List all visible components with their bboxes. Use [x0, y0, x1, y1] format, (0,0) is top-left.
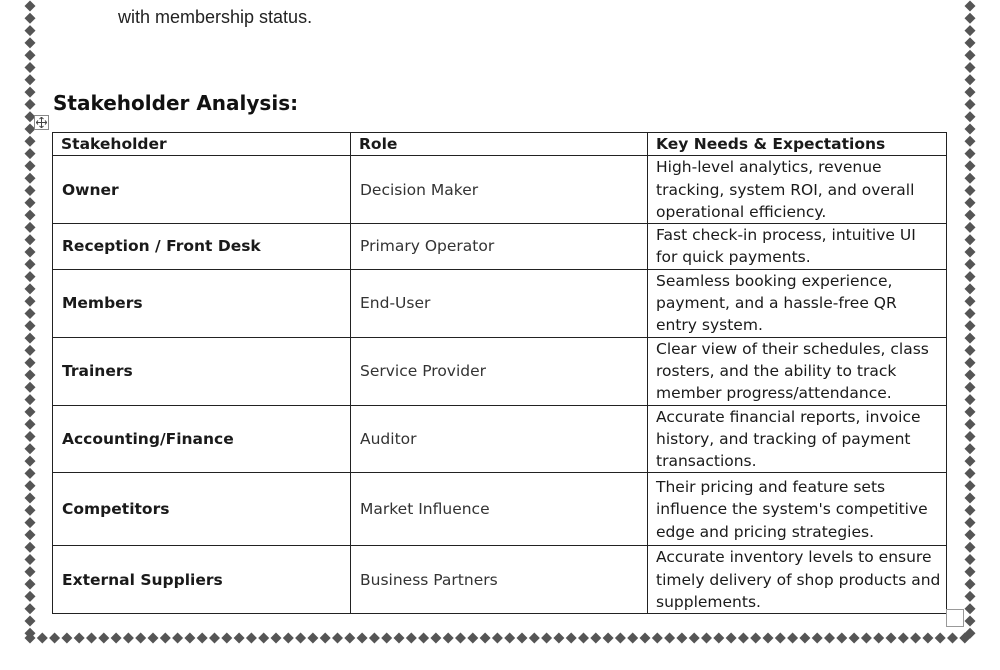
border-diamond	[965, 296, 976, 307]
border-diamond	[25, 554, 36, 565]
border-diamond	[135, 633, 146, 644]
border-diamond	[965, 591, 976, 602]
border-diamond	[824, 633, 835, 644]
border-diamond	[566, 633, 577, 644]
role-cell: Primary Operator	[351, 224, 648, 270]
border-diamond	[965, 419, 976, 430]
border-diamond	[965, 382, 976, 393]
border-diamond	[98, 633, 109, 644]
border-diamond	[394, 633, 405, 644]
border-diamond	[965, 320, 976, 331]
border-diamond	[25, 566, 36, 577]
border-diamond	[965, 493, 976, 504]
border-diamond	[49, 633, 60, 644]
page-border-left	[24, 0, 36, 645]
border-diamond	[37, 633, 48, 644]
border-diamond	[148, 633, 159, 644]
resize-square-icon[interactable]	[946, 609, 964, 627]
border-diamond	[553, 633, 564, 644]
stakeholder-cell: Owner	[53, 156, 351, 224]
border-diamond	[965, 468, 976, 479]
border-diamond	[965, 308, 976, 319]
border-diamond	[750, 633, 761, 644]
border-diamond	[25, 517, 36, 528]
border-diamond	[25, 99, 36, 110]
border-diamond	[258, 633, 269, 644]
border-diamond	[965, 185, 976, 196]
border-diamond	[74, 633, 85, 644]
border-diamond	[910, 633, 921, 644]
border-diamond	[406, 633, 417, 644]
border-diamond	[738, 633, 749, 644]
border-diamond	[965, 283, 976, 294]
header-stakeholder: Stakeholder	[53, 133, 351, 156]
border-diamond	[836, 633, 847, 644]
border-diamond	[430, 633, 441, 644]
border-diamond	[965, 345, 976, 356]
border-diamond	[652, 633, 663, 644]
border-diamond	[615, 633, 626, 644]
border-diamond	[25, 633, 36, 644]
border-diamond	[246, 633, 257, 644]
border-diamond	[640, 633, 651, 644]
border-diamond	[965, 247, 976, 258]
border-diamond	[965, 136, 976, 147]
border-diamond	[676, 633, 687, 644]
border-diamond	[25, 74, 36, 85]
border-diamond	[455, 633, 466, 644]
border-diamond	[726, 633, 737, 644]
border-diamond	[25, 616, 36, 627]
border-diamond	[965, 603, 976, 614]
border-diamond	[160, 633, 171, 644]
border-diamond	[25, 210, 36, 221]
border-diamond	[25, 443, 36, 454]
table-row	[53, 337, 947, 405]
border-diamond	[25, 320, 36, 331]
header-role: Role	[351, 133, 648, 156]
role-cell: End-User	[351, 269, 648, 337]
needs-cell: Fast check-in process, intuitive UI for quick payments.	[648, 224, 947, 270]
border-diamond	[965, 394, 976, 405]
border-diamond	[25, 345, 36, 356]
border-diamond	[965, 1, 976, 12]
border-diamond	[25, 222, 36, 233]
border-diamond	[209, 633, 220, 644]
border-diamond	[25, 247, 36, 258]
border-diamond	[965, 37, 976, 48]
border-diamond	[25, 357, 36, 368]
border-diamond	[25, 234, 36, 245]
border-diamond	[25, 579, 36, 590]
border-diamond	[25, 136, 36, 147]
border-diamond	[627, 633, 638, 644]
border-diamond	[965, 370, 976, 381]
border-diamond	[25, 308, 36, 319]
needs-cell: Accurate inventory levels to ensure timely delivery of shop products and supplements.	[648, 546, 947, 614]
border-diamond	[965, 259, 976, 270]
border-diamond	[965, 271, 976, 282]
border-diamond	[25, 259, 36, 270]
border-diamond	[965, 480, 976, 491]
stakeholder-cell: Reception / Front Desk	[53, 224, 351, 270]
border-diamond	[25, 603, 36, 614]
role-cell: Service Provider	[351, 337, 648, 405]
border-diamond	[517, 633, 528, 644]
border-diamond	[25, 283, 36, 294]
border-diamond	[965, 87, 976, 98]
table-row	[53, 405, 947, 473]
header-needs: Key Needs & Expectations	[648, 133, 947, 156]
needs-cell: Seamless booking experience, payment, and a hassle-free QR entry system.	[648, 269, 947, 337]
border-diamond	[965, 456, 976, 467]
role-cell: Auditor	[351, 405, 648, 473]
border-diamond	[25, 505, 36, 516]
border-diamond	[25, 406, 36, 417]
border-diamond	[965, 333, 976, 344]
border-diamond	[418, 633, 429, 644]
stakeholder-cell: Members	[53, 269, 351, 337]
border-diamond	[886, 633, 897, 644]
border-diamond	[935, 633, 946, 644]
border-diamond	[25, 456, 36, 467]
border-diamond	[541, 633, 552, 644]
border-diamond	[221, 633, 232, 644]
border-diamond	[965, 566, 976, 577]
border-diamond	[965, 99, 976, 110]
page-border-bottom	[24, 632, 976, 644]
border-diamond	[965, 124, 976, 135]
border-diamond	[947, 633, 958, 644]
needs-cell: Their pricing and feature sets influence the system's competitive edge and pricing strategies.	[648, 473, 947, 546]
border-diamond	[812, 633, 823, 644]
border-diamond	[965, 431, 976, 442]
border-diamond	[25, 148, 36, 159]
border-diamond	[965, 517, 976, 528]
border-diamond	[381, 633, 392, 644]
border-diamond	[25, 542, 36, 553]
border-diamond	[25, 173, 36, 184]
intro-text: with membership status.	[118, 7, 313, 27]
border-diamond	[959, 633, 970, 644]
border-diamond	[590, 633, 601, 644]
border-diamond	[61, 633, 72, 644]
border-diamond	[763, 633, 774, 644]
role-cell: Market Influence	[351, 473, 648, 546]
border-diamond	[922, 633, 933, 644]
border-diamond	[25, 62, 36, 73]
border-diamond	[965, 443, 976, 454]
border-diamond	[25, 333, 36, 344]
four-arrows-move-icon[interactable]	[34, 115, 49, 130]
border-diamond	[965, 173, 976, 184]
border-diamond	[25, 382, 36, 393]
border-diamond	[603, 633, 614, 644]
table-row	[53, 224, 947, 270]
border-diamond	[965, 234, 976, 245]
needs-cell: High-level analytics, revenue tracking, system ROI, and overall operational efficiency.	[648, 156, 947, 224]
border-diamond	[965, 222, 976, 233]
border-diamond	[898, 633, 909, 644]
border-diamond	[775, 633, 786, 644]
border-diamond	[467, 633, 478, 644]
border-diamond	[25, 468, 36, 479]
border-diamond	[965, 25, 976, 36]
table-row	[53, 546, 947, 614]
border-diamond	[965, 357, 976, 368]
border-diamond	[320, 633, 331, 644]
border-diamond	[25, 37, 36, 48]
border-diamond	[965, 542, 976, 553]
border-diamond	[664, 633, 675, 644]
border-diamond	[504, 633, 515, 644]
border-diamond	[443, 633, 454, 644]
border-diamond	[965, 579, 976, 590]
border-diamond	[25, 185, 36, 196]
border-diamond	[25, 480, 36, 491]
move-arrows-glyph	[36, 117, 47, 128]
border-diamond	[25, 431, 36, 442]
border-diamond	[25, 493, 36, 504]
border-diamond	[295, 633, 306, 644]
border-diamond	[123, 633, 134, 644]
border-diamond	[529, 633, 540, 644]
border-diamond	[25, 50, 36, 61]
border-diamond	[965, 197, 976, 208]
border-diamond	[965, 62, 976, 73]
border-diamond	[965, 554, 976, 565]
needs-cell: Accurate financial reports, invoice history, and tracking of payment transactions.	[648, 405, 947, 473]
border-diamond	[25, 13, 36, 24]
border-diamond	[849, 633, 860, 644]
border-diamond	[25, 271, 36, 282]
role-cell: Decision Maker	[351, 156, 648, 224]
border-diamond	[965, 74, 976, 85]
table-row	[53, 269, 947, 337]
border-diamond	[861, 633, 872, 644]
border-diamond	[86, 633, 97, 644]
page-border-right	[964, 0, 976, 645]
border-diamond	[25, 370, 36, 381]
role-cell: Business Partners	[351, 546, 648, 614]
border-diamond	[307, 633, 318, 644]
border-diamond	[357, 633, 368, 644]
border-diamond	[799, 633, 810, 644]
border-diamond	[25, 25, 36, 36]
table-row	[53, 473, 947, 546]
border-diamond	[965, 505, 976, 516]
border-diamond	[25, 1, 36, 12]
border-diamond	[344, 633, 355, 644]
table-row	[53, 156, 947, 224]
table-header-row	[53, 133, 947, 156]
border-diamond	[965, 50, 976, 61]
border-diamond	[480, 633, 491, 644]
border-diamond	[965, 148, 976, 159]
border-diamond	[25, 197, 36, 208]
border-diamond	[578, 633, 589, 644]
border-diamond	[701, 633, 712, 644]
section-heading: Stakeholder Analysis:	[53, 91, 299, 115]
border-diamond	[234, 633, 245, 644]
border-diamond	[25, 160, 36, 171]
border-diamond	[184, 633, 195, 644]
border-diamond	[713, 633, 724, 644]
border-diamond	[965, 111, 976, 122]
border-diamond	[25, 529, 36, 540]
border-diamond	[25, 87, 36, 98]
border-diamond	[965, 13, 976, 24]
border-diamond	[172, 633, 183, 644]
border-diamond	[25, 296, 36, 307]
border-diamond	[965, 529, 976, 540]
border-diamond	[492, 633, 503, 644]
border-diamond	[787, 633, 798, 644]
border-diamond	[689, 633, 700, 644]
border-diamond	[25, 419, 36, 430]
border-diamond	[332, 633, 343, 644]
border-diamond	[25, 394, 36, 405]
border-diamond	[197, 633, 208, 644]
border-diamond	[965, 616, 976, 627]
border-diamond	[25, 591, 36, 602]
border-diamond	[271, 633, 282, 644]
border-diamond	[965, 210, 976, 221]
border-diamond	[283, 633, 294, 644]
border-diamond	[873, 633, 884, 644]
stakeholder-cell: Trainers	[53, 337, 351, 405]
border-diamond	[369, 633, 380, 644]
border-diamond	[965, 406, 976, 417]
stakeholder-cell: Accounting/Finance	[53, 405, 351, 473]
needs-cell: Clear view of their schedules, class rosters, and the ability to track member progress/attendance.	[648, 337, 947, 405]
stakeholder-cell: External Suppliers	[53, 546, 351, 614]
border-diamond	[965, 160, 976, 171]
stakeholder-table	[52, 132, 947, 614]
border-diamond	[111, 633, 122, 644]
stakeholder-cell: Competitors	[53, 473, 351, 546]
